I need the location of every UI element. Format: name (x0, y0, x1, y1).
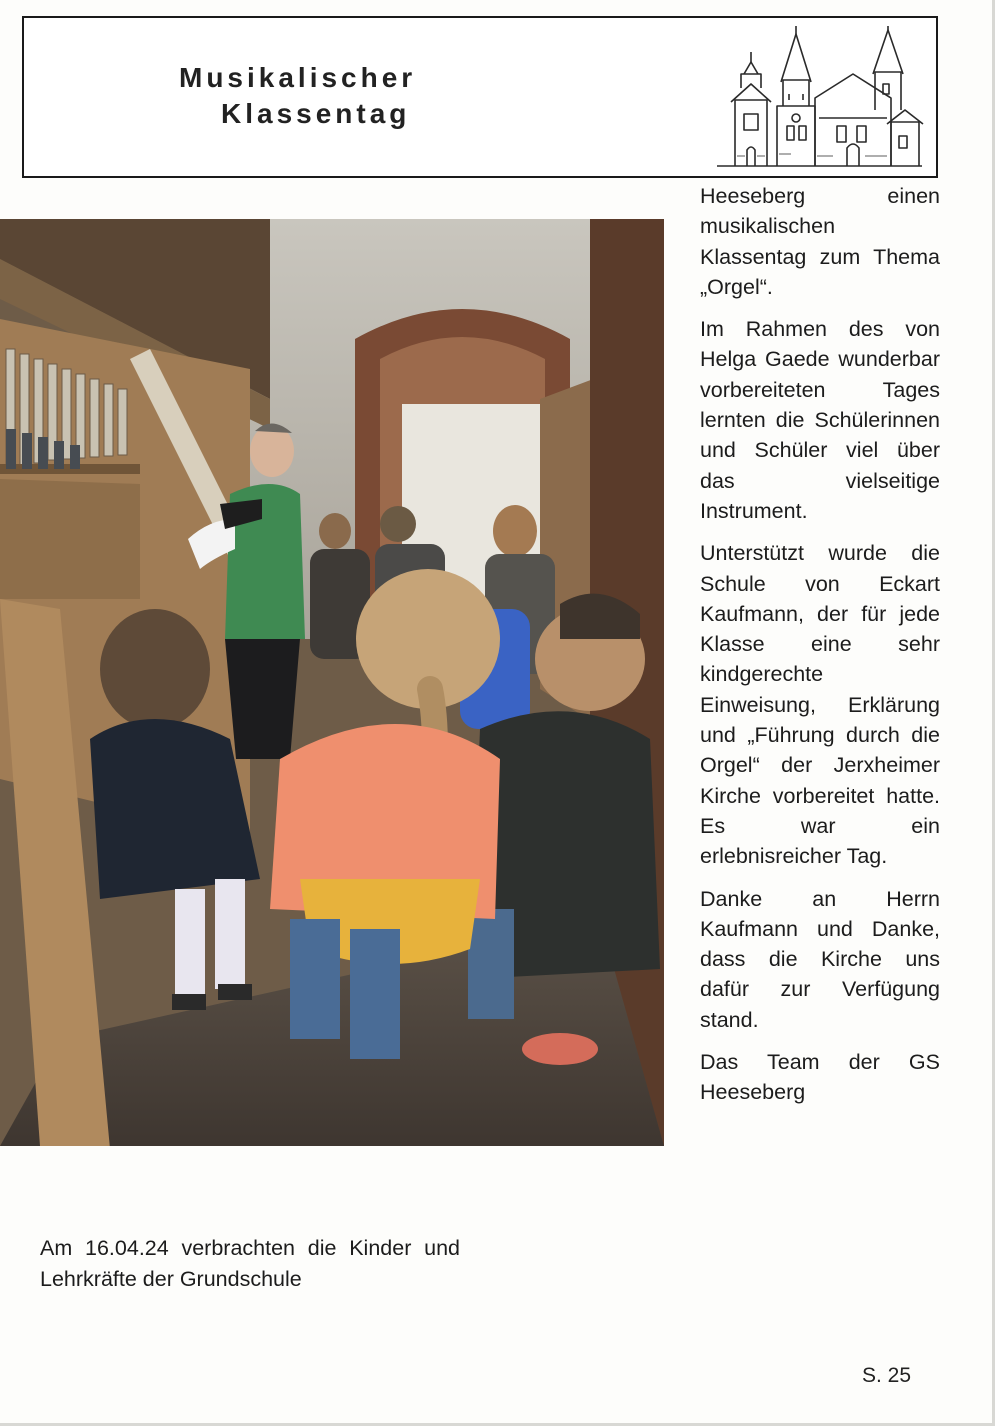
page-number: S. 25 (862, 1364, 912, 1387)
paragraph-3: Unterstützt wurde die Schule von Eckart Kaufmann, der für jede Klasse eine sehr kindgerechte Einweisung, Erklärung und „Führung durch die Orgel“ der Jerxheimer Kirche vorbereitet hatte. Es war ein erlebnisreicher Tag. (700, 541, 940, 869)
paragraph-5-signature: Das Team der GS Heeseberg (700, 1050, 940, 1105)
header-box (22, 16, 938, 178)
paragraph-4: Danke an Herrn Kaufmann und Danke, dass die Kirche uns dafür zur Verfügung stand. (700, 886, 940, 1032)
class-photo (0, 219, 664, 1146)
article-title (179, 60, 479, 132)
article-intro-text: Am 16.04.24 verbrachten die Kinder und Lehrkräfte der Grundschule (40, 1236, 460, 1291)
church-towers-logo (697, 26, 929, 174)
title-line-2: Klassentag (221, 98, 411, 129)
paragraph-2: Im Rahmen des von Helga Gaede wunderbar vorbereiteten Tages lernten die Schülerinnen und Schüler viel über das vielseitige Instrument. (700, 317, 940, 523)
photo-illustration (0, 219, 664, 1146)
article-body-column (700, 181, 940, 1120)
title-line-1: Musikalischer (179, 62, 417, 93)
paragraph-1: Heeseberg einen musikalischen Klassentag zum Thema „Orgel“. (700, 184, 940, 299)
